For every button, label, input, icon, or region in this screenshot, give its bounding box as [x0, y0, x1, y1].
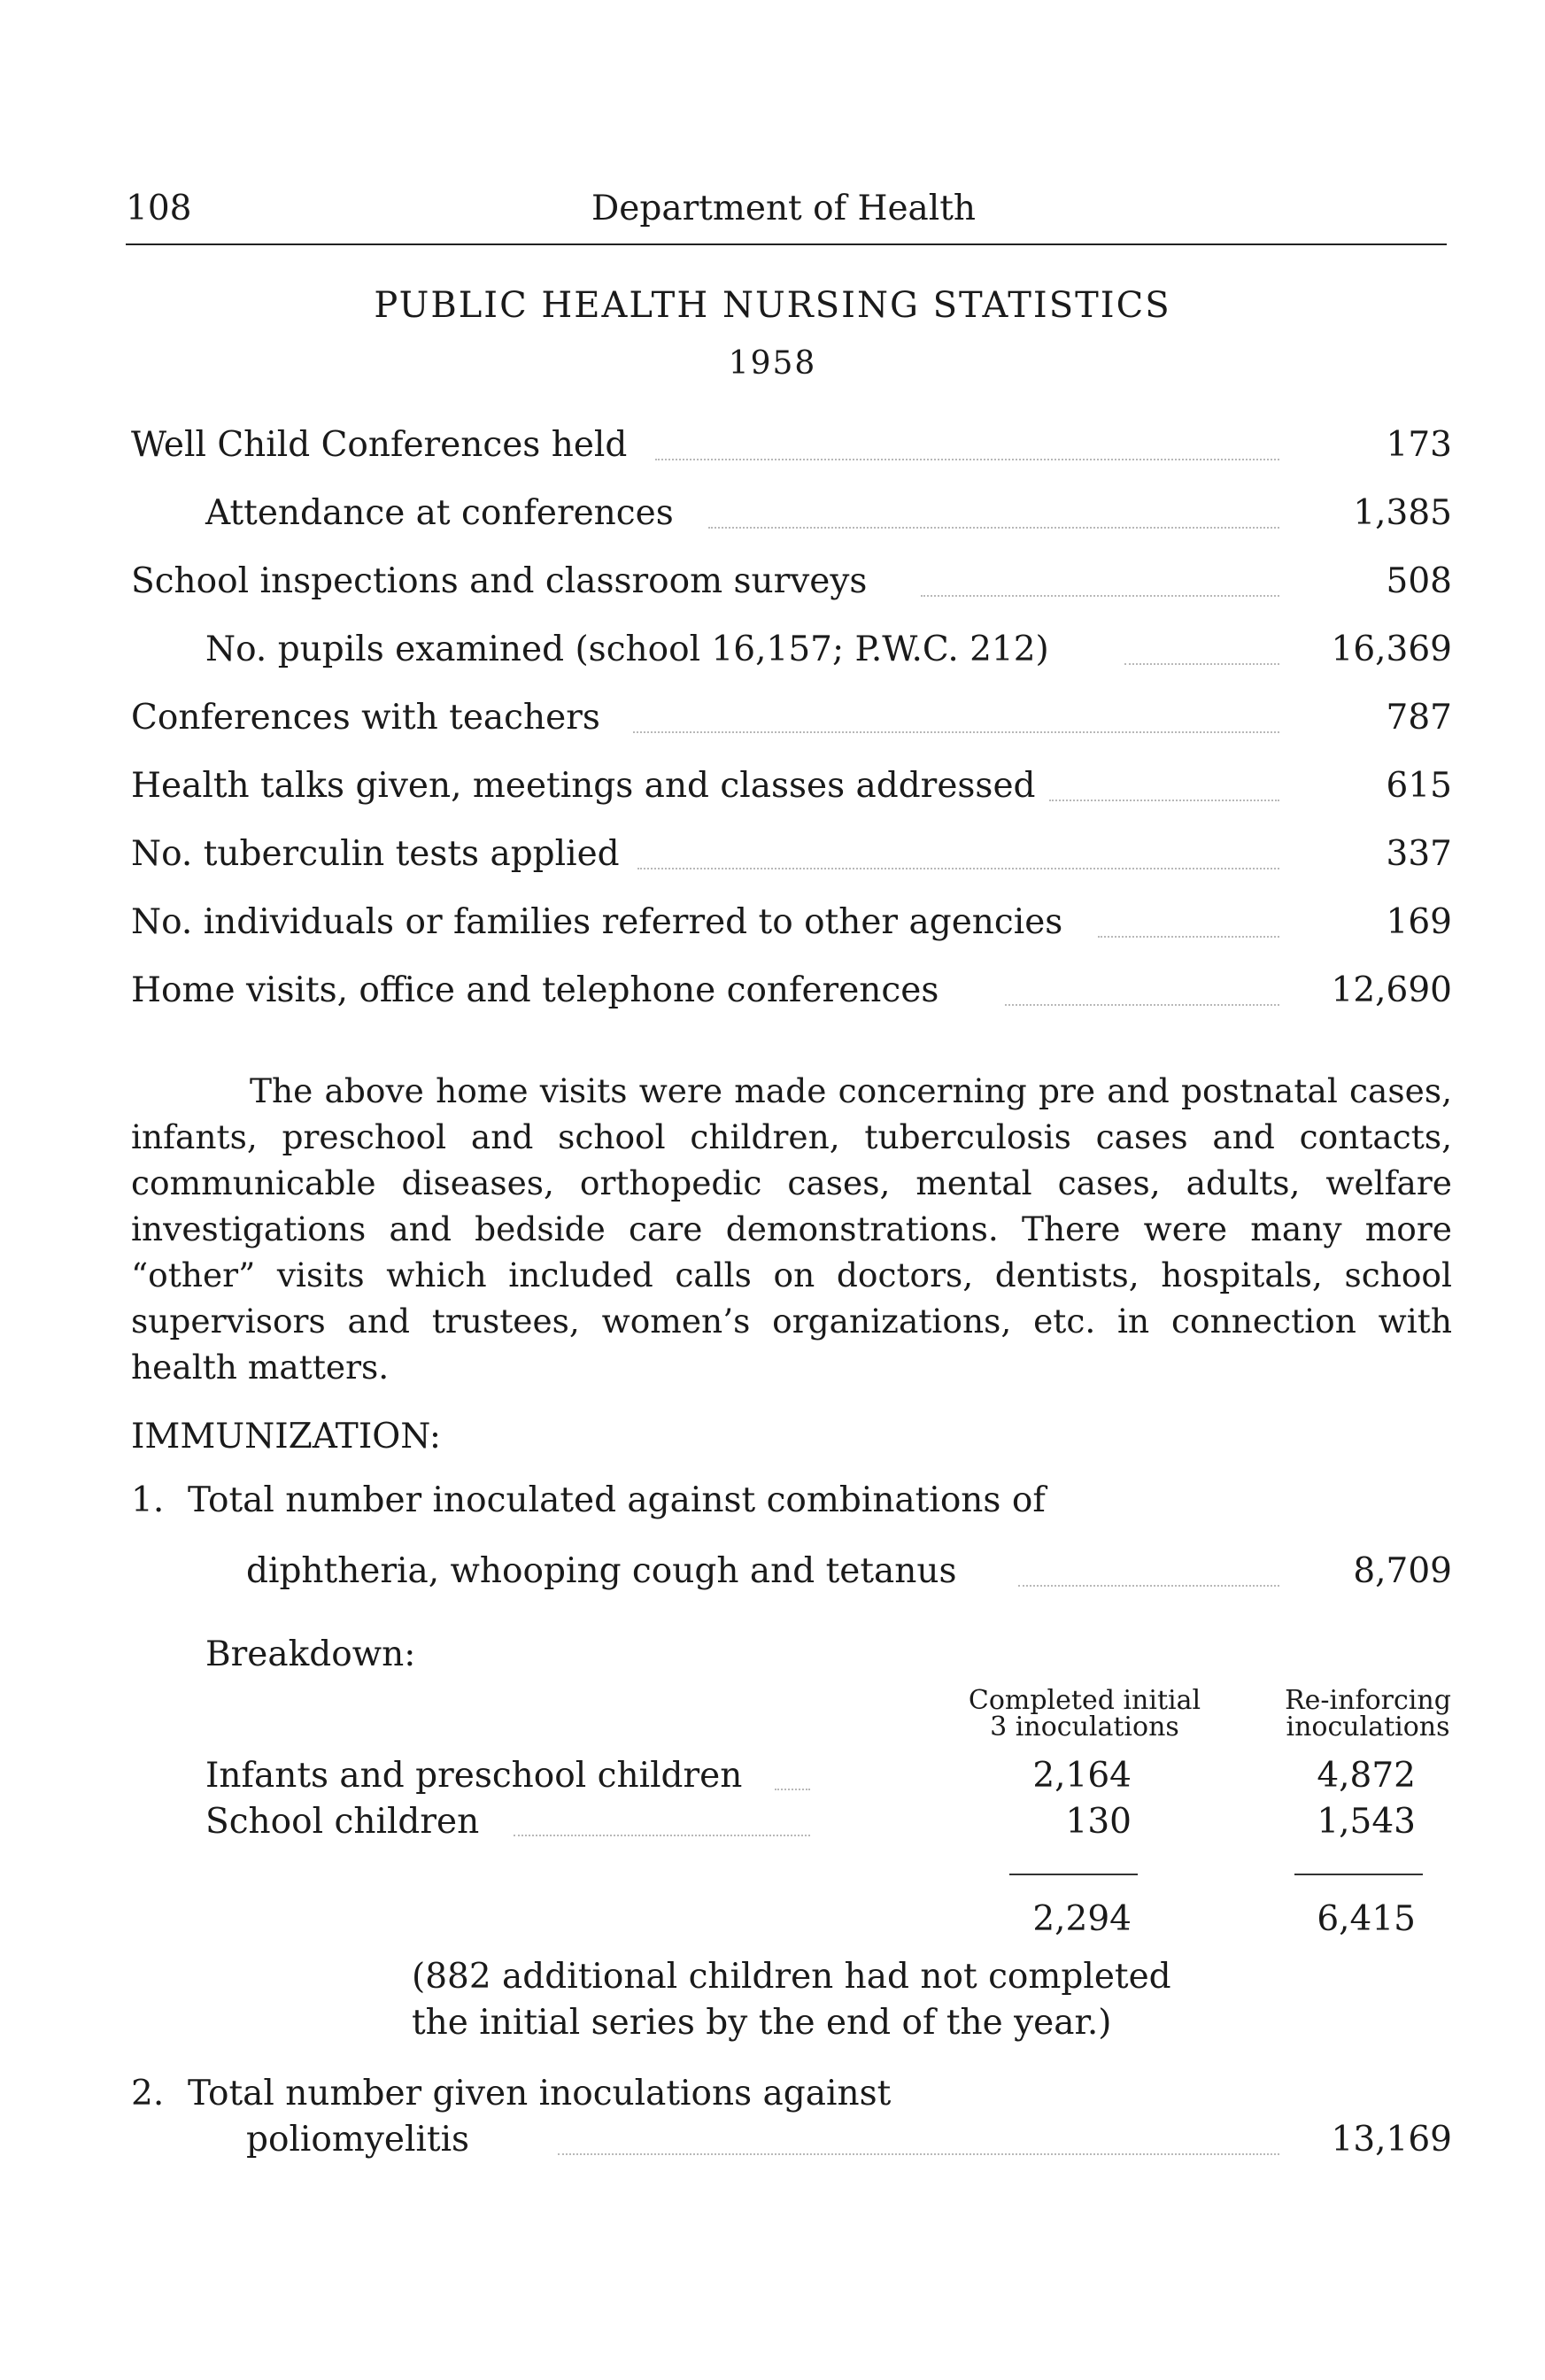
sum-rule: [1009, 1874, 1138, 1875]
column-header-line: Completed initial: [968, 1685, 1201, 1716]
stat-label: Health talks given, meetings and classes addressed: [131, 766, 1036, 806]
stat-label: Well Child Conferences held: [131, 425, 628, 465]
sum-rule: [1294, 1874, 1423, 1875]
stat-value: 16,369: [1331, 630, 1452, 669]
leader-dots: [1018, 1585, 1279, 1587]
running-title: Department of Health: [591, 189, 977, 228]
note-line: the initial series by the end of the year.): [412, 2003, 1112, 2043]
stat-value: 12,690: [1331, 970, 1452, 1010]
column-header-line: inoculations: [1286, 1712, 1450, 1742]
stat-row: [0, 970, 1545, 1020]
item2-value: 13,169: [1331, 2120, 1452, 2160]
stat-label: No. pupils examined (school 16,157; P.W.C. 212): [205, 630, 1049, 669]
stat-label: No. individuals or families referred to other agencies: [131, 902, 1063, 942]
item1-value: 8,709: [1353, 1551, 1452, 1591]
stat-row: [0, 493, 1545, 543]
leader-dots: [1124, 663, 1279, 665]
page-number: 108: [126, 189, 192, 228]
leader-dots: [775, 1789, 810, 1790]
table-row-label: School children: [205, 1802, 480, 1842]
leader-dots: [514, 1835, 810, 1836]
leader-dots: [1049, 800, 1279, 801]
paragraph-text: The above home visits were made concerning pre and postnatal cases, infants, preschool and school children, tuberculosis cases and contacts, communicable diseases, orthopedic cases, mental cases, adults, welfare investigations and bedside care demonstrations. There were many more “other” visits which included calls on doctors, dentists, hospitals, school supervisors and trustees, women’s organizations, etc. in connection with health matters.: [131, 1071, 1452, 1387]
table-cell-reinforcing: 1,543: [1317, 1802, 1416, 1842]
stat-label: Attendance at conferences: [205, 493, 674, 533]
table-row-label: Infants and preschool children: [205, 1756, 743, 1796]
stat-row: [0, 766, 1545, 815]
stat-value: 615: [1386, 766, 1452, 806]
leader-dots: [1098, 936, 1279, 938]
stat-row: [0, 698, 1545, 747]
stat-value: 1,385: [1353, 493, 1452, 533]
stat-label: School inspections and classroom surveys: [131, 561, 868, 601]
item-number: 1.: [131, 1480, 165, 1520]
stat-row: [0, 630, 1545, 679]
stat-row: [0, 425, 1545, 475]
immunization-heading: IMMUNIZATION:: [131, 1417, 442, 1457]
table-cell-reinforcing: 4,872: [1317, 1756, 1416, 1796]
stat-label: Home visits, office and telephone conferences: [131, 970, 939, 1010]
note-line: (882 additional children had not completed: [412, 1957, 1171, 1997]
item2-line1: Total number given inoculations against: [188, 2074, 892, 2113]
total-reinforcing: 6,415: [1317, 1899, 1416, 1939]
stat-label: Conferences with teachers: [131, 698, 600, 738]
item1-line2: diphtheria, whooping cough and tetanus: [246, 1551, 957, 1591]
breakdown-label: Breakdown:: [205, 1634, 416, 1674]
total-completed: 2,294: [1032, 1899, 1132, 1939]
stat-value: 787: [1386, 698, 1452, 738]
leader-dots: [558, 2153, 1279, 2155]
column-header-line: Re-inforcing: [1285, 1685, 1451, 1716]
leader-dots: [637, 868, 1279, 869]
page-title: PUBLIC HEALTH NURSING STATISTICS: [374, 285, 1171, 326]
column-header-reinforcing: [1240, 1685, 1496, 1742]
stat-row: [0, 902, 1545, 952]
item2-line2: poliomyelitis: [246, 2120, 470, 2160]
item1-line1: Total number inoculated against combinations of: [188, 1480, 1046, 1520]
leader-dots: [708, 527, 1279, 529]
title-year: 1958: [728, 345, 817, 382]
item-number: 2.: [131, 2074, 165, 2113]
stat-value: 508: [1386, 561, 1452, 601]
leader-dots: [633, 731, 1279, 733]
column-header-completed: [939, 1685, 1231, 1742]
leader-dots: [921, 595, 1279, 597]
stat-label: No. tuberculin tests applied: [131, 834, 620, 874]
column-header-line: 3 inoculations: [990, 1712, 1179, 1742]
leader-dots: [1005, 1004, 1279, 1006]
leader-dots: [655, 459, 1279, 460]
header-rule: [126, 243, 1447, 245]
stat-row: [0, 561, 1545, 611]
stat-value: 337: [1386, 834, 1452, 874]
table-cell-completed: 2,164: [1032, 1756, 1132, 1796]
stat-row: [0, 834, 1545, 884]
stat-value: 169: [1386, 902, 1452, 942]
table-cell-completed: 130: [1065, 1802, 1132, 1842]
home-visits-paragraph: [131, 1068, 1452, 1390]
stat-value: 173: [1386, 425, 1452, 465]
